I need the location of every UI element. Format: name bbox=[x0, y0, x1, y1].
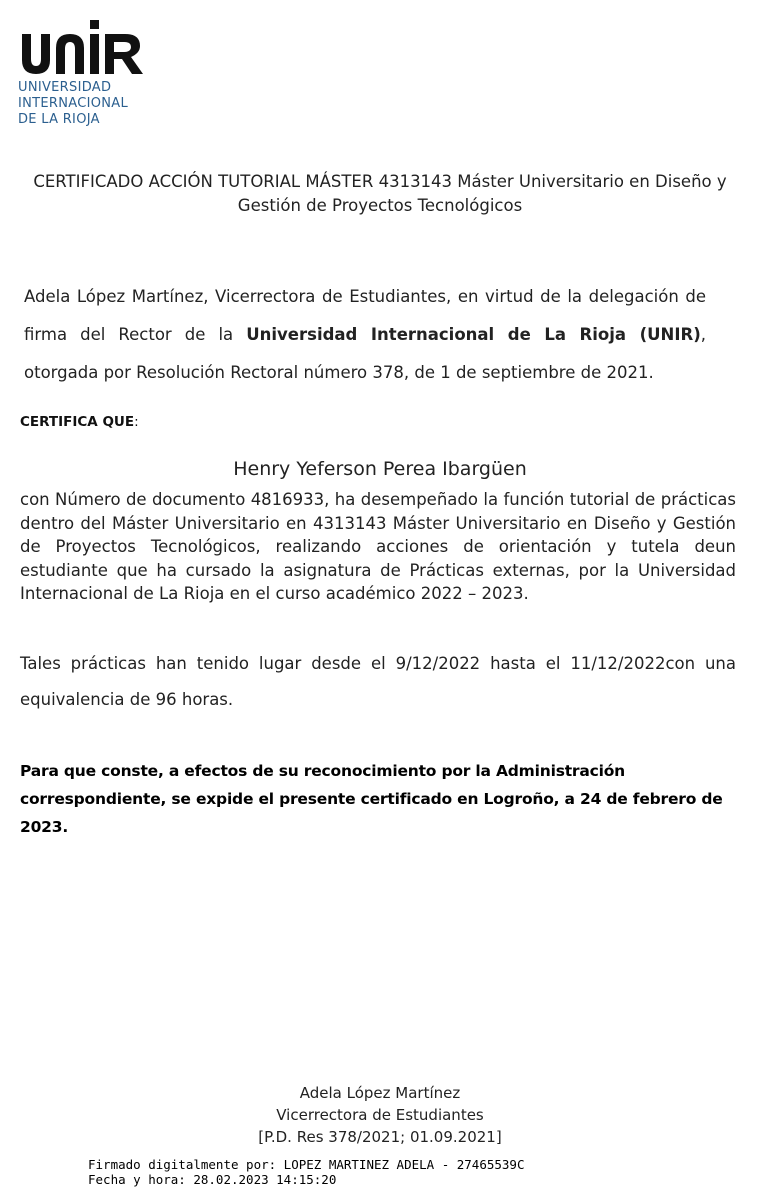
intro-part-2: , otorgada por Resolución Rectoral número 378, de 1 de septiembre de 2021. bbox=[24, 325, 706, 382]
university-name: Universidad Internacional de La Rioja (UNIR) bbox=[246, 325, 701, 344]
dates-paragraph: Tales prácticas han tenido lugar desde el 9/12/2022 hasta el 11/12/2022con una equivalencia de 96 horas. bbox=[20, 654, 736, 709]
certificate-title: CERTIFICADO ACCIÓN TUTORIAL MÁSTER 4313143 Máster Universitario en Diseño y Gestión de Proyectos Tecnológicos bbox=[33, 172, 727, 215]
certifica-heading bbox=[20, 414, 139, 430]
certifica-label: CERTIFICA QUE bbox=[20, 414, 135, 430]
signer-reference: [P.D. Res 378/2021; 01.09.2021] bbox=[258, 1128, 502, 1146]
logo-line-3: DE LA RIOJA bbox=[18, 112, 100, 127]
signer-name: Adela López Martínez bbox=[299, 1084, 461, 1102]
signature-block bbox=[200, 1082, 560, 1148]
intro-paragraph bbox=[24, 278, 706, 392]
closing-paragraph: Para que conste, a efectos de su reconocimiento por la Administración correspondiente, se expide el presente certificado en Logroño, a 24 de febrero de 2023. bbox=[20, 762, 723, 836]
certifica-suffix: : bbox=[134, 414, 139, 430]
person-name: Henry Yeferson Perea Ibargüen bbox=[233, 458, 527, 480]
logo-line-2: INTERNACIONAL bbox=[18, 96, 129, 111]
body-paragraph: con Número de documento 4816933, ha desempeñado la función tutorial de prácticas dentro del Máster Universitario en 4313143 Máster Universitario en Diseño y Gestión de Proyectos Tecnológicos, realizando acciones de orientación y tutela deun estudiante que ha cursado la asignatura de Prácticas externas, por la Universidad Internacional de La Rioja en el curso académico 2022 – 2023. bbox=[20, 490, 736, 603]
intro-part-1: Adela López Martínez, Vicerrectora de Estudiantes, en virtud de la delegación de firma del Rector de la bbox=[24, 287, 706, 344]
signer-role: Vicerrectora de Estudiantes bbox=[276, 1106, 484, 1124]
digital-signature-stamp bbox=[88, 1157, 525, 1187]
unir-wordmark bbox=[18, 12, 178, 78]
digital-signature-date: Fecha y hora: 28.02.2023 14:15:20 bbox=[88, 1172, 337, 1187]
digital-signature-signer: Firmado digitalmente por: LOPEZ MARTINEZ ADELA - 27465539C bbox=[88, 1157, 525, 1172]
unir-logo bbox=[18, 12, 188, 128]
logo-line-1: UNIVERSIDAD bbox=[18, 80, 112, 95]
